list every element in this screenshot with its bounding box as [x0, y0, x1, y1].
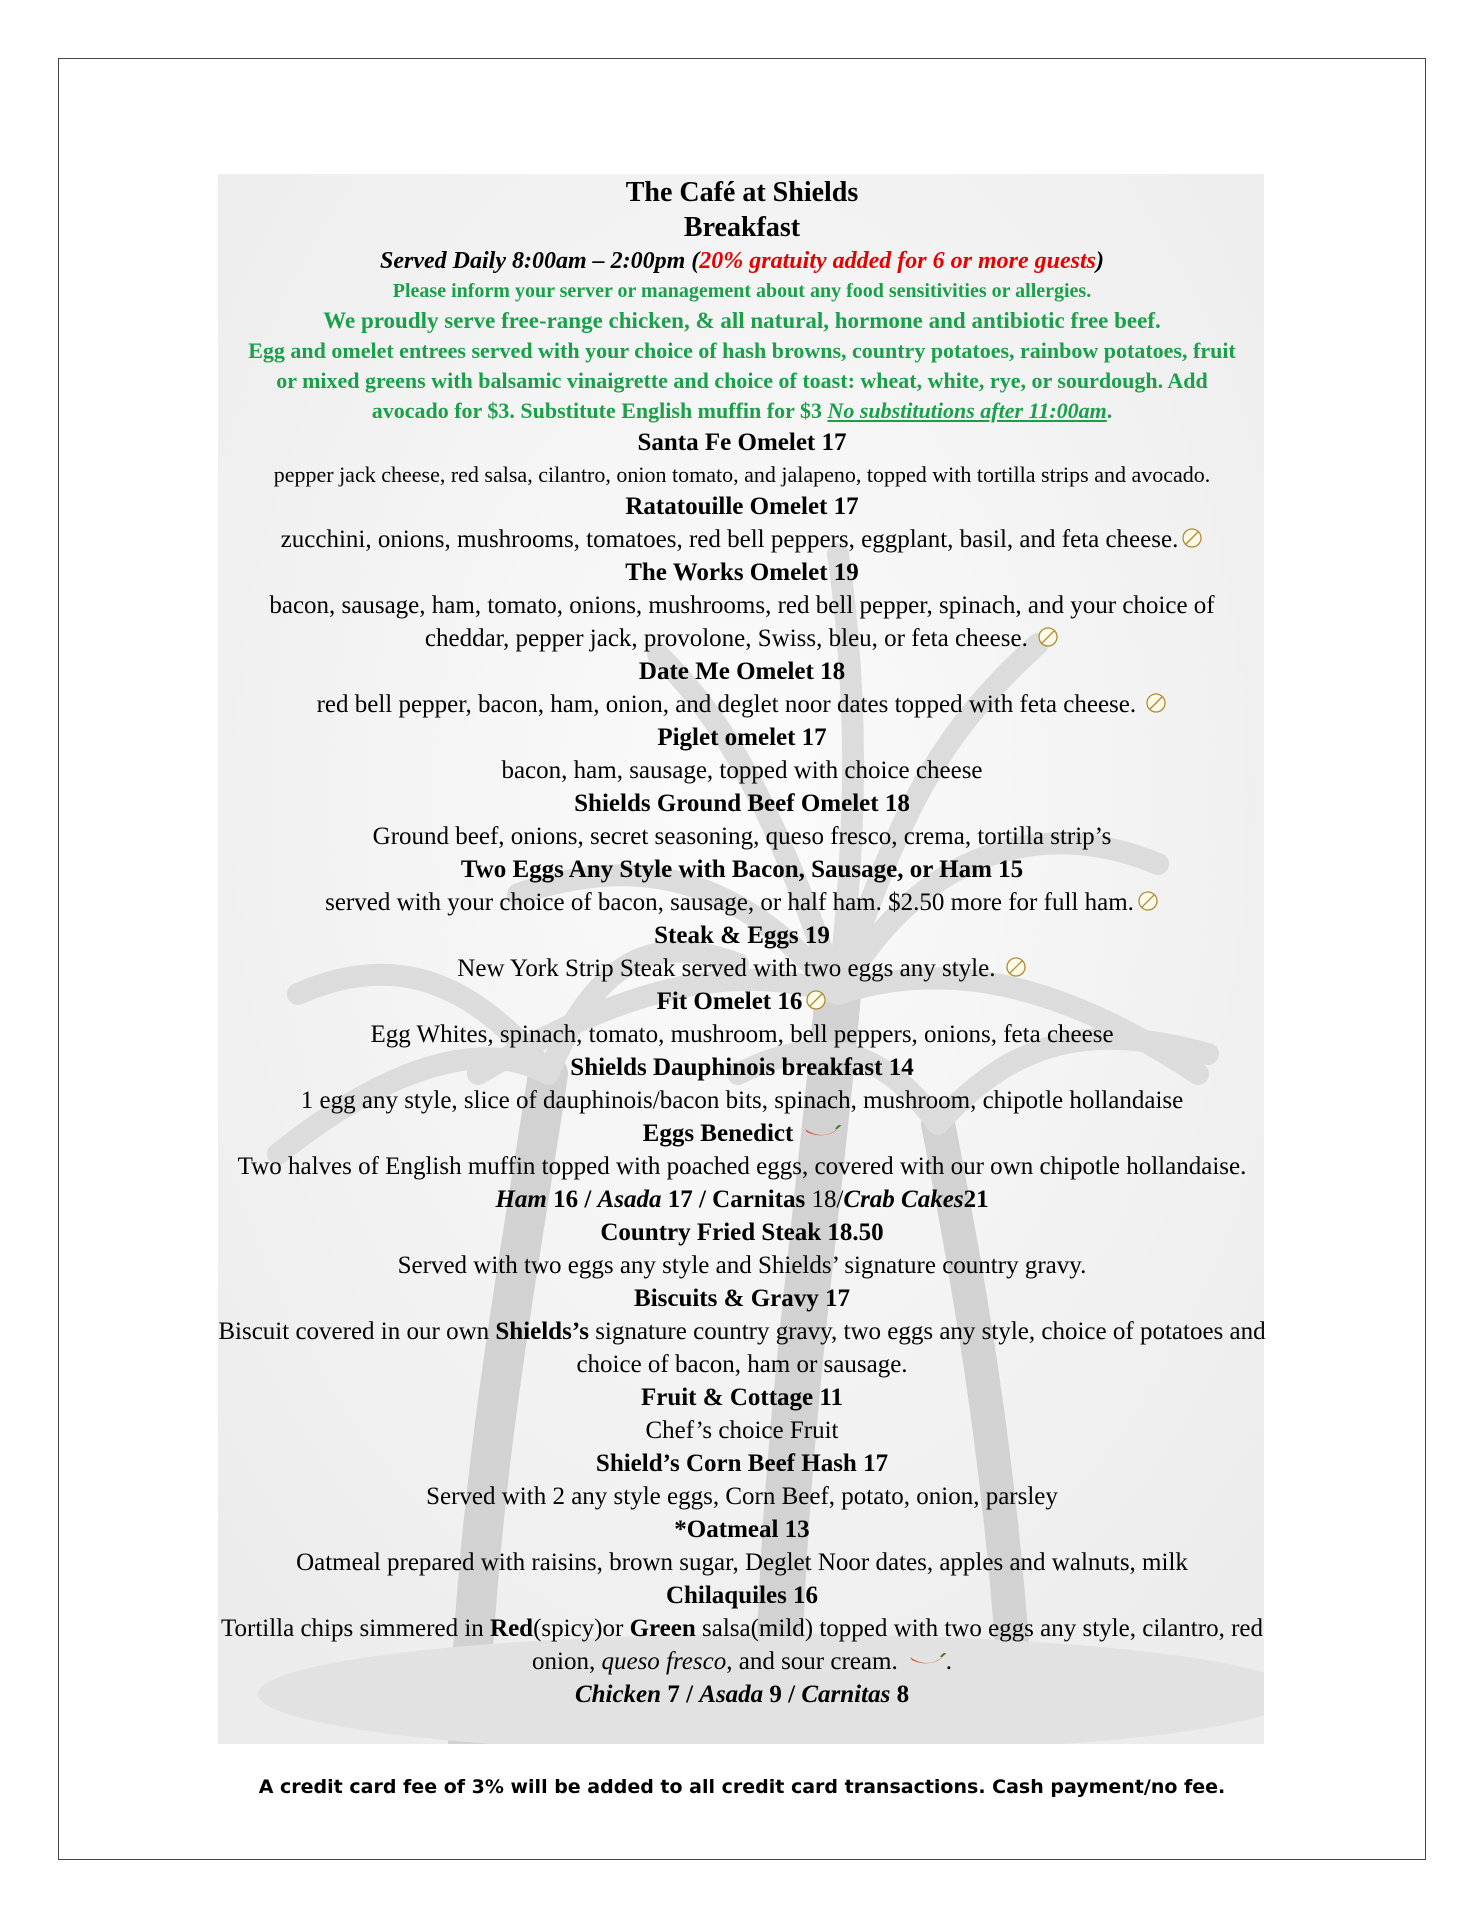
item-title: Santa Fe Omelet 17	[637, 429, 847, 456]
item-title: Date Me Omelet 18	[638, 658, 846, 685]
item-description: served with your choice of bacon, sausage, or half ham. $2.50 more for full ham.	[60, 886, 1424, 919]
menu-content	[60, 176, 1424, 1711]
item-title: Shields Dauphinois breakfast 14	[570, 1054, 914, 1081]
chilaquiles-options: Chicken 7 / Asada 9 / Carnitas 8	[574, 1681, 910, 1708]
item-title: Chilaquiles 16	[665, 1582, 819, 1609]
no-meat-icon	[805, 989, 827, 1011]
item-description: Served with two eggs any style and Shields’ signature country gravy.	[397, 1252, 1087, 1279]
item-description: zucchini, onions, mushrooms, tomatoes, red bell peppers, eggplant, basil, and feta cheese.	[60, 523, 1424, 556]
chili-pepper-icon	[803, 1123, 841, 1139]
credit-card-fee-note: A credit card fee of 3% will be added to all credit card transactions. Cash payment/no fee.	[258, 1776, 1226, 1798]
item-description: 1 egg any style, slice of dauphinois/bacon bits, spinach, mushroom, chipotle hollandaise	[300, 1087, 1184, 1114]
item-title: Piglet omelet 17	[657, 724, 827, 751]
item-description: Two halves of English muffin topped with poached eggs, covered with our own chipotle hollandaise.	[237, 1153, 1247, 1180]
no-substitutions-note: No substitutions after 11:00am	[827, 398, 1107, 423]
item-title: Shield’s Corn Beef Hash 17	[595, 1450, 889, 1477]
chili-pepper-icon	[908, 1651, 946, 1667]
item-description: bacon, sausage, ham, tomato, onions, mushrooms, red bell pepper, spinach, and your choice of	[269, 592, 1215, 619]
item-title: Ratatouille Omelet 17	[625, 493, 859, 520]
item-title: Fit Omelet 16	[60, 985, 1424, 1018]
item-description: Biscuit covered in our own Shields’s signature country gravy, two eggs any style, choice of potatoes and	[218, 1318, 1266, 1345]
item-description: New York Strip Steak served with two eggs any style.	[60, 952, 1424, 985]
item-description: red bell pepper, bacon, ham, onion, and deglet noor dates topped with feta cheese.	[60, 688, 1424, 721]
no-meat-icon	[1137, 890, 1159, 912]
sides-note-line-3: avocado for $3. Substitute English muffin for $3 No substitutions after 11:00am.	[371, 398, 1113, 423]
served-hours: Served Daily 8:00am – 2:00pm (20% gratuity added for 6 or more guests)	[380, 248, 1104, 274]
item-title: *Oatmeal 13	[674, 1516, 810, 1543]
no-meat-icon	[1145, 692, 1167, 714]
item-description: Chef’s choice Fruit	[645, 1417, 839, 1444]
sides-note-line-2: or mixed greens with balsamic vinaigrette and choice of toast: wheat, white, rye, or sourdough. Add	[276, 368, 1208, 393]
no-meat-icon	[1181, 527, 1203, 549]
allergy-note: Please inform your server or management about any food sensitivities or allergies.	[392, 280, 1092, 302]
no-meat-icon	[1005, 956, 1027, 978]
item-title: Fruit & Cottage 11	[640, 1384, 844, 1411]
benedict-options: Ham 16 / Asada 17 / Carnitas 18/Crab Cakes21	[495, 1186, 989, 1213]
item-title: Country Fried Steak 18.50	[600, 1219, 884, 1246]
item-title: Steak & Eggs 19	[654, 922, 830, 949]
item-title: Two Eggs Any Style with Bacon, Sausage, or Ham 15	[460, 856, 1024, 883]
item-title: Biscuits & Gravy 17	[634, 1285, 850, 1312]
item-title: The Works Omelet 19	[625, 559, 859, 586]
item-description: Served with 2 any style eggs, Corn Beef, potato, onion, parsley	[426, 1483, 1058, 1510]
cafe-name: The Café at Shields	[625, 177, 859, 208]
meal-title: Breakfast	[683, 212, 801, 243]
item-description: Egg Whites, spinach, tomato, mushroom, bell peppers, onions, feta cheese	[370, 1021, 1114, 1048]
item-description: onion, queso fresco, and sour cream. .	[532, 1648, 952, 1675]
item-title: Shields Ground Beef Omelet 18	[574, 790, 910, 817]
sourcing-note: We proudly serve free-range chicken, & all natural, hormone and antibiotic free beef.	[323, 308, 1161, 333]
gratuity-note: 20% gratuity added for 6 or more guests	[699, 248, 1096, 274]
item-title: Eggs Benedict	[60, 1117, 1424, 1150]
item-description: cheddar, pepper jack, provolone, Swiss, bleu, or feta cheese.	[60, 622, 1424, 655]
no-meat-icon	[1037, 626, 1059, 648]
item-description: bacon, ham, sausage, topped with choice cheese	[501, 757, 983, 784]
item-description: pepper jack cheese, red salsa, cilantro, onion tomato, and jalapeno, topped with tortilla strips and avocado.	[273, 462, 1211, 487]
item-description: choice of bacon, ham or sausage.	[576, 1351, 908, 1378]
item-description: Ground beef, onions, secret seasoning, queso fresco, crema, tortilla strip’s	[372, 823, 1112, 850]
sides-note-line-1: Egg and omelet entrees served with your choice of hash browns, country potatoes, rainbow potatoes, fruit	[248, 338, 1236, 363]
item-description: Oatmeal prepared with raisins, brown sugar, Deglet Noor dates, apples and walnuts, milk	[296, 1549, 1188, 1576]
item-description: Tortilla chips simmered in Red(spicy)or Green salsa(mild) topped with two eggs any style, cilantro, red	[220, 1615, 1264, 1642]
